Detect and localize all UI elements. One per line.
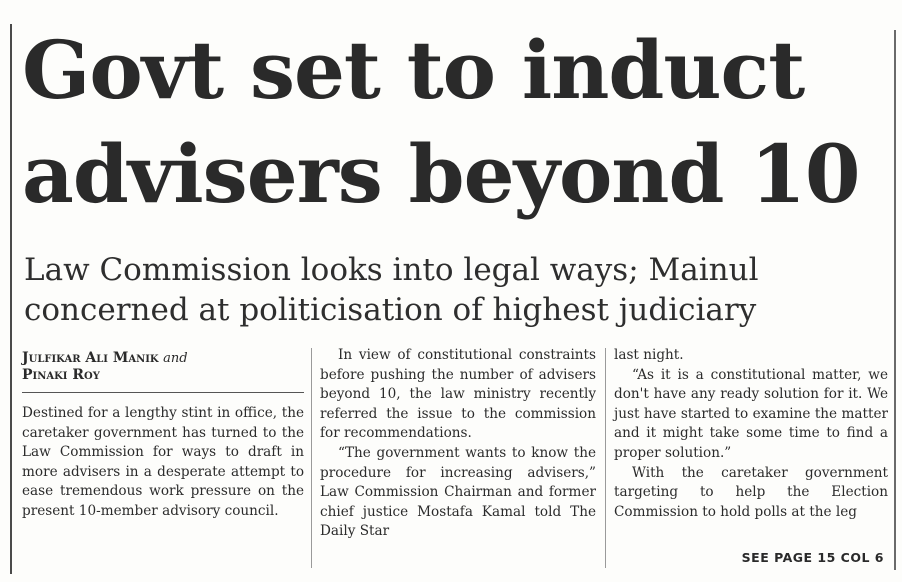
byline <box>22 350 312 384</box>
left-border-rule <box>10 24 12 574</box>
byline-rule <box>22 392 304 393</box>
column-3-paragraph-3: With the caretaker government targeting to help the Election Commission to hold polls at the leg <box>614 464 888 520</box>
column-1-paragraph-1: Destined for a lengthy stint in office, the caretaker government has turned to the Law Commission for ways to draft in more advisers in a desperate attempt to ease tremendous work pressure on the present 10-member advisory council. <box>22 405 304 519</box>
column-2-paragraph-1: In view of constitutional constraints before pushing the number of advisers beyond 10, the law ministry recently referred the issue to the commission for recommendations. <box>320 347 596 442</box>
article-column-1 <box>22 404 304 522</box>
byline-author-2: Pinaki Roy <box>22 367 100 383</box>
column-3-paragraph-2: “As it is a constitutional matter, we don't have any ready solution for it. We just have started to examine the matter and it might take some time to find a proper solution.” <box>614 366 888 461</box>
subheadline-line-1: Law Commission looks into legal ways; Mainul <box>24 252 759 288</box>
column-3-paragraph-1: last night. <box>614 347 684 363</box>
byline-connector: and <box>163 351 188 366</box>
column-divider-1 <box>311 348 312 568</box>
column-2-paragraph-2: “The government wants to know the procedure for increasing advisers,” Law Commission Chairman and former chief justice Mostafa Kamal told The Daily Star <box>320 444 596 540</box>
headline-line-1: Govt set to induct <box>22 23 805 117</box>
jump-line: SEE PAGE 15 COL 6 <box>741 550 884 565</box>
article-column-2 <box>320 346 596 542</box>
article-column-3 <box>614 346 888 522</box>
headline-line-2: advisers beyond 10 <box>22 127 860 221</box>
column-divider-2 <box>605 348 606 568</box>
subheadline <box>24 250 884 330</box>
byline-author-1: Julfikar Ali Manik <box>22 350 159 366</box>
headline <box>22 18 892 226</box>
subheadline-line-2: concerned at politicisation of highest judiciary <box>24 292 757 328</box>
right-border-rule <box>894 30 896 570</box>
